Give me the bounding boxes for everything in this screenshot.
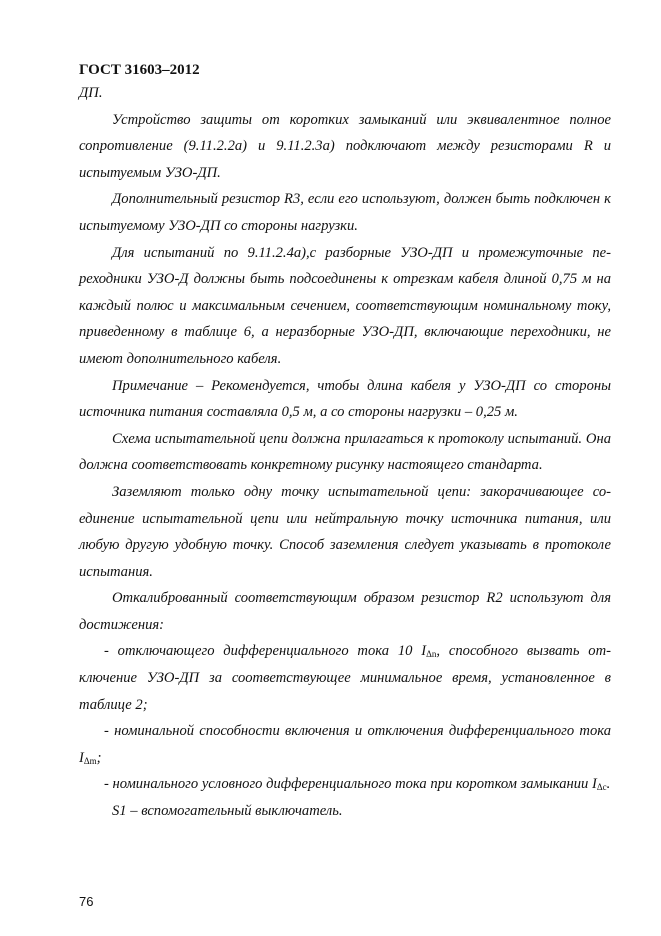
paragraph: Схема испытательной цепи должна прилагаться к протоколу испытаний. Она должна соответствовать конкретному рисунку настоящего стандарта.: [79, 430, 611, 474]
paragraph: Для испытаний по 9.11.2.4а),с разборные УЗО-ДП и промежуточные переходники УЗО-Д должны быть подсоединены к отрезкам кабеля длиной 0,75 м на каждый полюс и максимальным сечением, соответствующим номинальному току, приведенному в таблице 6, а неразборные УЗО-ДП, включающие переходники, не имеют дополнительного кабеля.: [79, 244, 611, 367]
list-item: - номинального условного дифференциального тока при коротком замыкании $I_{\Delta c}$.: [104, 776, 611, 793]
continuation-text: ДП.: [79, 85, 103, 101]
list-item: - отключающего дифференциального тока 10 $I_{\Delta n}$, способного вызвать отключение УЗО-ДП за соответствующее минимальное время, установленное в таблице 2;: [79, 643, 611, 713]
paragraph: Дополнительный резистор R3, если его используют, должен быть подключен к испытуемому УЗО-ДП со стороны нагрузки.: [79, 191, 611, 234]
paragraph: Откалиброванный соответствующим образом резистор R2 используют для достижения:: [79, 590, 611, 633]
final-paragraph: S1 – вспомогательный выключатель.: [112, 803, 343, 820]
document-body: [79, 80, 611, 825]
note-paragraph: Примечание – Рекомендуется, чтобы длина кабеля у УЗО-ДП со стороны источника питания составляла 0,5 м, а со стороны нагрузки – 0,25 м.: [79, 377, 611, 421]
page-number: 76: [79, 894, 94, 909]
list-item: - номинальной способности включения и отключения дифференциального тока $I_{\Delta m}$;: [79, 723, 611, 766]
paragraph: Заземляют только одну точку испытательной цепи: закорачивающее соединение испытательной цепи или нейтральную точку источника питания, или любую другую удобную точку. Способ заземления следует указывать в протоколе испытания.: [79, 483, 611, 580]
paragraph: Устройство защиты от коротких замыканий или эквивалентное полное сопротивление (9.11.2.2а) и 9.11.2.3а) подключают между резисторами R и испытуемым УЗО-ДП.: [79, 111, 611, 181]
document-header: ГОСТ 31603–2012: [79, 62, 200, 78]
